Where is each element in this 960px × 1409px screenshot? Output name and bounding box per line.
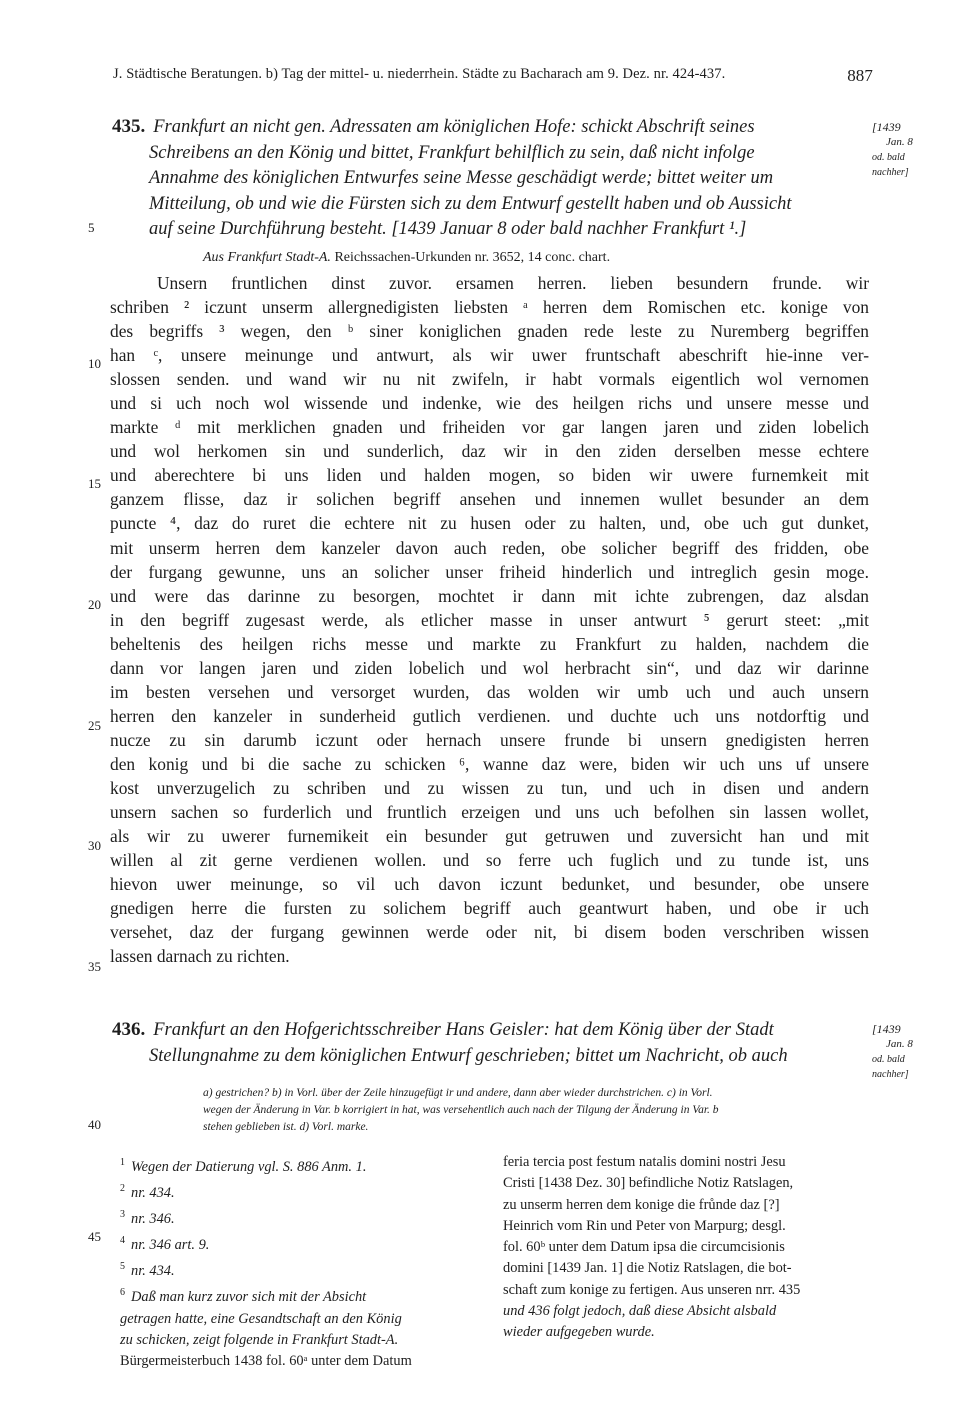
source-archive: Aus Frankfurt Stadt-A. — [203, 250, 331, 265]
footnote-text: nr. 346. — [131, 1210, 175, 1227]
footnote-mark: 5 — [120, 1261, 125, 1273]
margin-note-line: nachher] — [872, 167, 909, 178]
page-number: 887 — [847, 66, 873, 85]
body-line: han ᶜ, unsere meinunge und antwurt, als wir uwer fruntschaft abeschrift hie-inne ver- — [110, 345, 869, 366]
body-line: nucze zu sin darumb iczunt oder hernach unsere frunde bi unsern gnedigisten herren — [110, 729, 869, 750]
heading-line: Stellungnahme zu dem königlichen Entwurf geschrieben; bittet um Nachricht, ob auch — [149, 1045, 788, 1066]
body-line: und si uch noch wol wissende und indenke, wie des heilgen richs und unsere messe und — [110, 393, 869, 414]
footnote-text: nr. 346 art. 9. — [131, 1237, 210, 1254]
body-line: in den begriff zugesast werde, als etlicher masse in unser antwurt ⁵ gerurt steet: „mit — [110, 609, 869, 630]
heading-line: auf seine Durchführung besteht. [1439 Januar 8 oder bald nachher Frankfurt ¹.] — [149, 219, 747, 240]
line-number: 20 — [88, 597, 101, 612]
margin-note-line: [1439 — [872, 1022, 901, 1036]
heading-line: Mitteilung, ob und wie die Fürsten sich zu dem Entwurf gestellt haben und ob Aussicht — [149, 193, 792, 214]
body-line: gnedigen herre die fursten zu solichem begriff auch geantwurt haben, und obe ir uch — [110, 898, 869, 919]
footnote-column-2 — [503, 1152, 873, 1344]
footnote-continuation: zu schicken, zeigt folgende in Frankfurt Stadt-A. — [120, 1331, 399, 1348]
body-line: kost unverzugelich zu schriben und zu wissen zu tun, und uch in disen und andern — [110, 777, 869, 798]
footnote-mark: 3 — [120, 1209, 125, 1221]
footnote-continuation: feria tercia post festum natalis domini nostri Jesu — [503, 1154, 786, 1170]
footnote-text: Wegen der Datierung vgl. S. 886 Anm. 1. — [131, 1158, 367, 1175]
body-line: und were das darinne zu besorgen, mochtet ir dann mit ichte zubrengen, daz alsdan — [110, 585, 869, 606]
footnote-continuation: getragen hatte, eine Gesandtschaft an den König — [120, 1310, 402, 1327]
footnote-continuation: Bürgermeisterbuch 1438 fol. 60ᵃ unter dem Datum — [120, 1353, 412, 1370]
footnote-mark: 2 — [120, 1183, 125, 1195]
line-number: 35 — [88, 959, 101, 974]
doc-435-heading — [112, 114, 869, 243]
body-line: schriben ² iczunt unserm allergnedigisten liebsten ᵃ herren dem Romischen etc. konige von — [110, 297, 869, 318]
footnote — [120, 1152, 480, 1178]
line-number: 5 — [88, 220, 95, 235]
date-margin-note — [872, 1022, 952, 1082]
footnote — [120, 1282, 480, 1308]
footnote-continuation: und 436 folgt jedoch, daß diese Absicht alsbald — [503, 1303, 777, 1320]
line-number: 30 — [88, 838, 101, 853]
margin-note-line: od. bald — [872, 1054, 905, 1065]
footnote-continuation: schaft zum konige zu fertigen. Aus unseren nrr. 435 — [503, 1281, 801, 1298]
footnote-continuation: Heinrich vom Rin und Peter von Marpurg; desgl. — [503, 1217, 786, 1234]
body-line: markte ᵈ mit merklichen gnaden und friheiden vor gar langen jaren und ziden lobelich — [110, 417, 869, 438]
footnote-continuation: wieder aufgegeben wurde. — [503, 1324, 655, 1341]
line-number: 15 — [88, 476, 101, 491]
margin-note-line: Jan. 8 — [886, 1038, 913, 1050]
margin-note-line: [1439 — [872, 120, 901, 134]
footnote-continuation: zu unserm herren dem konige die frůnde daz [?] — [503, 1196, 780, 1213]
body-line: im besten versehen und versorget wurden, das wolden wir umb uch und auch unsern — [110, 681, 869, 702]
margin-note-line: Jan. 8 — [886, 136, 913, 148]
footnotes — [120, 1152, 480, 1372]
source-line — [203, 250, 610, 266]
heading-line: Annahme des königlichen Entwurfes seine Messe geschädigt werde; bittet weiter um — [149, 168, 774, 189]
heading-line — [112, 1017, 869, 1044]
line-number: 10 — [88, 356, 101, 371]
variant-line: stehen geblieben ist. d) Vorl. marke. — [203, 1121, 369, 1133]
body-line: dann vor langen jaren und ziden lobelich und wol herbracht sin“, und daz wir darinne — [110, 657, 869, 678]
running-head — [113, 66, 873, 83]
body-line: den konig und bi die sache zu schicken ⁶, wanne daz were, biden wir uch uns uf unsere — [110, 753, 869, 774]
variant-line: a) gestrichen? b) in Vorl. über der Zeile hinzugefügt ir und andere, dann aber wieder durchstrichen. c) in Vorl. — [203, 1087, 713, 1099]
footnote-text: Daß man kurz zuvor sich mit der Absicht — [131, 1289, 367, 1306]
body-line: versehet, daz der furgang gewinnen werde oder nit, bi disem boden verschriben wissen — [110, 922, 869, 943]
footnote — [120, 1178, 480, 1204]
footnote-text: nr. 434. — [131, 1263, 175, 1280]
footnote — [120, 1204, 480, 1230]
body-line: puncte ⁴, daz do ruret die echtere nit zu husen oder zu halten, und, obe uch gut dunket, — [110, 513, 869, 534]
variant-notes — [203, 1085, 873, 1136]
date-margin-note — [872, 120, 952, 180]
footnote-mark: 1 — [120, 1157, 125, 1168]
body-line: hievon uwer meinunge, so vil uch davon iczunt bedunket, und besunder, obe unsere — [110, 874, 869, 895]
running-head-text: J. Städtische Beratungen. b) Tag der mittel- u. niederrhein. Städte zu Bacharach am 9. Dez. nr. 424-437. — [113, 66, 726, 82]
doc-435-body — [110, 271, 869, 968]
footnote-continuation: Cristi [1438 Dez. 30] befindliche Notiz Ratslagen, — [503, 1175, 794, 1192]
body-line: slossen senden. und wand wir nu nit zwifeln, ir habt vormals eigentlich wol vernomen — [110, 369, 869, 390]
footnote-mark: 4 — [120, 1235, 125, 1247]
line-number: 25 — [88, 718, 101, 733]
heading-text: Frankfurt an nicht gen. Adressaten am königlichen Hofe: schickt Abschrift seines — [153, 117, 755, 137]
body-line: Unsern fruntlichen dinst zuvor. ersamen herren. lieben besundern frunde. wir — [157, 273, 869, 293]
doc-number: 435. — [112, 116, 146, 137]
heading-line: Schreibens an den König und bittet, Frankfurt behilflich zu sein, daß nicht infolge — [149, 142, 755, 163]
footnote-text: nr. 434. — [131, 1184, 175, 1201]
doc-number: 436. — [112, 1019, 146, 1040]
footnote — [120, 1256, 480, 1282]
body-line: mit unserm herren dem kanzeler davon auch reden, obe solicher begriff des fridden, obe — [110, 537, 869, 558]
body-line: willen al zit gerne verdienen wollen. und so ferre uch fuglich und zu tunde ist, uns — [110, 850, 869, 871]
body-line: lassen darnach zu richten. — [110, 946, 290, 967]
margin-note-line: nachher] — [872, 1069, 909, 1080]
body-line: und wol herkomen sin und sunderlich, daz wir in den ziden derselben messe echtere — [110, 441, 869, 462]
body-line: als wir zu uwerer furnemikeit ein besunder gut getruwen und zuversicht han und mit — [110, 826, 869, 847]
heading-line — [112, 114, 869, 141]
doc-436-heading — [112, 1017, 869, 1069]
body-line: beheltenis des heilgen richs messe und markte zu Frankfurt zu halden, nachdem die — [110, 633, 869, 654]
variant-line: wegen der Änderung in Var. b korrigiert in hat, was versehentlich auch nach der Tilgung der Änderung in Var. b — [203, 1104, 719, 1116]
body-line: ganzem flisse, daz ir solichen begriff ansehen und innemen wullet besunder an dem — [110, 489, 869, 510]
footnote-continuation: domini [1439 Jan. 1] die Notiz Ratslagen, die bot- — [503, 1260, 792, 1277]
margin-note-line: od. bald — [872, 152, 905, 163]
footnote-mark: 6 — [120, 1287, 125, 1299]
body-line: unsern sachen so furderlich und fruntlich erzeigen und uns uch befolhen sin lassen wollet, — [110, 802, 869, 823]
body-line: des begriffs ³ wegen, den ᵇ siner koniglichen gnaden rede leste zu Nuremberg begriffen — [110, 321, 869, 342]
body-line: herren den kanzeler in sunderheid gutlich verdienen. und duchte uch uns notdorftig und — [110, 705, 869, 726]
footnote — [120, 1230, 480, 1256]
footnote-continuation: fol. 60ᵇ unter dem Datum ipsa die circumcisionis — [503, 1239, 785, 1256]
line-number: 45 — [88, 1229, 101, 1244]
body-line: und aberechtere bi uns liden und halden mogen, so biden wir uwere furnemkeit mit — [110, 465, 869, 486]
source-reference: Reichssachen-Urkunden nr. 3652, 14 conc. chart. — [334, 250, 611, 265]
line-number: 40 — [88, 1117, 101, 1132]
body-line: der furgang gewunne, uns an solicher unser friheid hinderlich und intreglich gesin moge. — [110, 561, 869, 582]
heading-text: Frankfurt an den Hofgerichtsschreiber Hans Geisler: hat dem König über der Stadt — [153, 1020, 774, 1040]
